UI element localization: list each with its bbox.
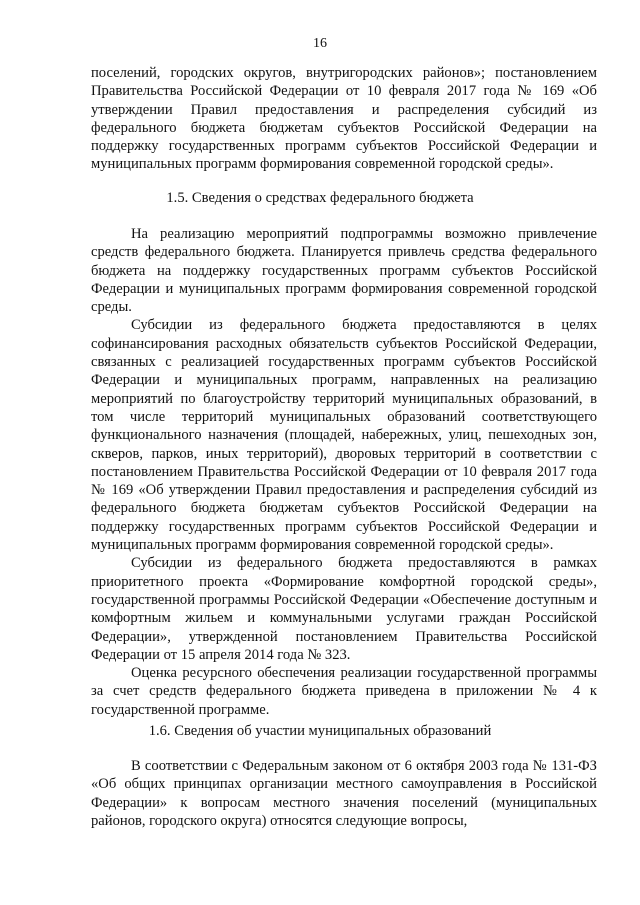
section-1-5-paragraph: Субсидии из федерального бюджета предоставляются в целях софинансирования расходных обязательств субъектов Российской Федерации, связанных с реализацией государственных программ субъектов Российской Федерации и муниципальных программ, направленных на реализацию мероприятий по благоустройству территорий муниципальных образований, в том числе территорий муниципальных образований соответствующего функционального назначения (площадей, набережных, улиц, пешеходных зон, скверов, парков, иных территорий), дворовых территорий в соответствии с постановлением Правительства Российской Федерации от 10 февраля 2017 года № 169 «Об утверждении Правил предоставления и распределения субсидий из федерального бюджета бюджетам субъектов Российской Федерации на поддержку государственных программ субъектов Российской Федерации и муниципальных программ формирования современной городской среды».	[91, 317, 597, 554]
section-1-5-paragraph: На реализацию мероприятий подпрограммы возможно привлечение средств федерального бюджета. Планируется привлечь средства федерального бюджета на поддержку государственных программ субъектов Российской Федерации и муниципальных программ формирования современной городской среды.	[91, 226, 597, 316]
section-1-6-paragraph: В соответствии с Федеральным законом от 6 октября 2003 года № 131-ФЗ «Об общих принципах организации местного самоуправления в Российской Федерации» к вопросам местного значения поселений (муниципальных районов, городского округа) относятся следующие вопросы,	[91, 758, 597, 829]
section-1-5-paragraph: Субсидии из федерального бюджета предоставляются в рамках приоритетного проекта «Формирование комфортной городской среды», государственной программы Российской Федерации «Обеспечение доступным и комфортным жильем и коммунальными услугами граждан Российской Федерации», утвержденной постановлением Правительства Российской Федерации от 15 апреля 2014 года № 323.	[91, 555, 597, 663]
page-number: 16	[313, 36, 327, 51]
section-1-5-body	[91, 225, 597, 719]
section-1-6-body	[91, 757, 597, 830]
section-1-5-paragraph: Оценка ресурсного обеспечения реализации государственной программы за счет средств федерального бюджета приведена в приложении № 4 к государственной программе.	[91, 665, 597, 718]
continuation-block	[91, 64, 597, 174]
continuation-paragraph: поселений, городских округов, внутригородских районов»; постановлением Правительства Российской Федерации от 10 февраля 2017 года № 169 «Об утверждении Правил предоставления и распределения субсидий из федерального бюджета бюджетам субъектов Российской Федерации на поддержку государственных программ субъектов Российской Федерации и муниципальных программ формирования современной городской среды».	[91, 65, 597, 173]
section-1-5-heading: 1.5. Сведения о средствах федерального бюджета	[166, 190, 474, 206]
section-1-6-heading: 1.6. Сведения об участии муниципальных образований	[148, 723, 492, 739]
